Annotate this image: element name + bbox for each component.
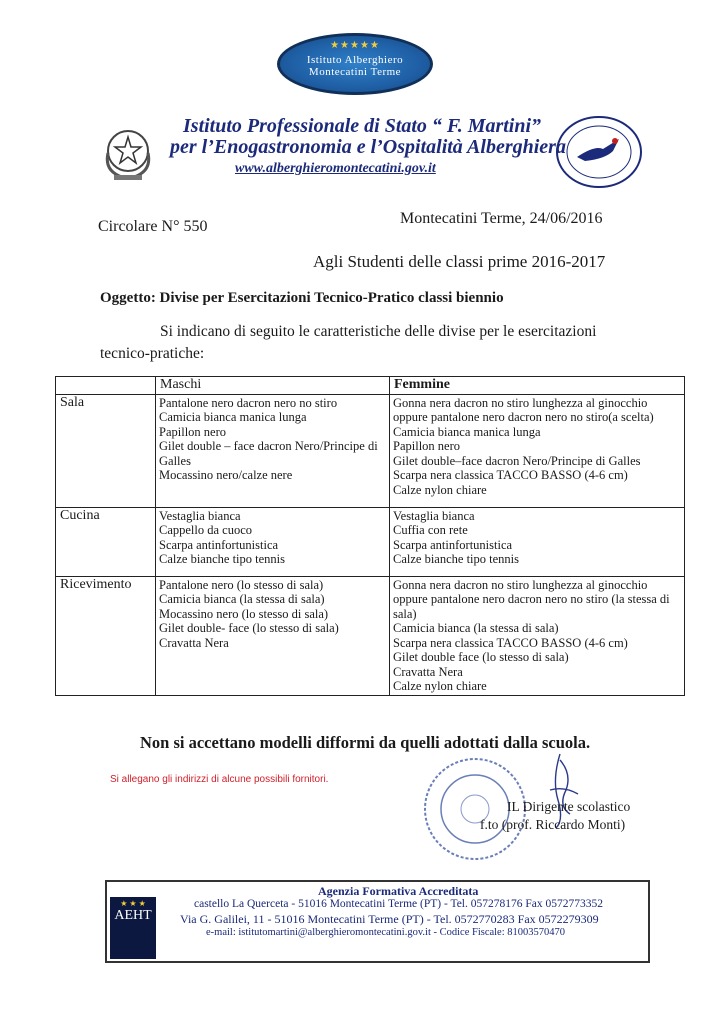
list-item: Vestaglia bianca: [159, 508, 241, 523]
uniforms-table: [55, 376, 685, 696]
list-item: Gilet double face (lo stesso di sala): [393, 650, 569, 664]
list-item: Calze nylon chiare: [393, 679, 487, 693]
list-item: Calze bianche tipo tennis: [393, 552, 520, 566]
badge-line1: Istituto Alberghiero: [306, 54, 404, 66]
list-item: Mocassino nero (lo stesso di sala): [159, 606, 329, 621]
list-item: Pantalone nero (lo stesso di sala): [159, 577, 324, 592]
header-male: Maschi: [156, 377, 390, 395]
category-cell: Ricevimento: [56, 576, 156, 695]
attachment-note: Si allegano gli indirizzi di alcune possibili fornitori.: [110, 774, 329, 785]
list-item: Pantalone nero dacron nero no stiro: [159, 395, 338, 410]
footer-address-line1: castello La Querceta - 51016 Montecatini Terme (PT) - Tel. 057278176 Fax 0572773352: [194, 898, 603, 910]
list-item: Gonna nera dacron no stiro lunghezza al ginocchio oppure pantalone nero dacron nero no stiro(a scelta): [393, 395, 654, 424]
aeht-logo-text: AEHT: [114, 908, 152, 923]
subject-line: Oggetto: Divise per Esercitazioni Tecnico-Pratico classi biennio: [100, 290, 504, 306]
intro-text-line2: tecnico-pratiche:: [100, 345, 205, 362]
list-item: Scarpa nera classica TACCO BASSO (4-6 cm): [393, 468, 628, 482]
list-item: Calze nylon chiare: [393, 482, 487, 497]
female-cell: [390, 507, 685, 576]
list-item: Gilet double – face dacron Nero/Principe di Galles: [159, 439, 378, 468]
table-row: [56, 576, 685, 695]
list-item: Camicia bianca (la stessa di sala): [393, 621, 559, 635]
table-header-row: [56, 377, 685, 395]
signatory-name: f.to (prof. Riccardo Monti): [480, 817, 626, 832]
table-row: [56, 507, 685, 576]
list-item: Papillon nero: [159, 424, 227, 439]
category-cell: Sala: [56, 394, 156, 507]
category-cell: Cucina: [56, 507, 156, 576]
school-website-link[interactable]: www.alberghieromontecatini.gov.it: [235, 161, 436, 176]
list-item: Vestaglia bianca: [393, 508, 475, 523]
notice-text: Non si accettano modelli difformi da quelli adottati dalla scuola.: [140, 733, 591, 752]
intro-text-line1: Si indicano di seguito le caratteristiche delle divise per le esercitazioni: [160, 323, 597, 340]
aeht-logo: [110, 897, 156, 959]
male-cell: [156, 576, 390, 695]
list-item: Cravatta Nera: [159, 635, 229, 650]
table-row: [56, 394, 685, 507]
list-item: Papillon nero: [393, 439, 461, 453]
place-date: Montecatini Terme, 24/06/2016: [400, 210, 603, 227]
list-item: Gilet double- face (lo stesso di sala): [159, 621, 339, 635]
list-item: Scarpa nera classica TACCO BASSO (4-6 cm): [393, 635, 628, 650]
footer-address-line2: Via G. Galilei, 11 - 51016 Montecatini Terme (PT) - Tel. 0572770283 Fax 0572279309: [180, 912, 599, 926]
badge-line2: Montecatini Terme: [308, 66, 402, 78]
footer-contact-line: e-mail: istitutomartini@alberghieromontecatini.gov.it - Codice Fiscale: 81003570470: [206, 927, 566, 938]
list-item: Scarpa antinfortunistica: [393, 537, 513, 552]
institute-name-line2: per l’Enogastronomia e l’Ospitalità Alberghiera: [170, 136, 566, 158]
list-item: Camicia bianca manica lunga: [393, 424, 541, 439]
school-badge-logo: [277, 33, 433, 95]
signatory-role: IL Dirigente scolastico: [507, 799, 631, 814]
female-cell: [390, 576, 685, 695]
male-cell: [156, 507, 390, 576]
list-item: Cuffia con rete: [393, 523, 468, 537]
header-female: Femmine: [390, 377, 685, 395]
republic-emblem-icon: [100, 125, 156, 183]
list-item: Mocassino nero/calze nere: [159, 468, 293, 482]
circular-number: Circolare N° 550: [98, 218, 208, 235]
list-item: Gilet double–face dacron Nero/Principe di Galles: [393, 453, 641, 468]
header-category: [56, 377, 156, 395]
list-item: Scarpa antinfortunistica: [159, 537, 279, 552]
female-cell: [390, 394, 685, 507]
list-item: Cravatta Nera: [393, 664, 463, 679]
male-cell: [156, 394, 390, 507]
list-item: Gonna nera dacron no stiro lunghezza al ginocchio oppure pantalone nero dacron nero no stiro (la stessa di sala): [393, 577, 670, 621]
list-item: Camicia bianca (la stessa di sala): [159, 592, 325, 606]
list-item: Cappello da cuoco: [159, 523, 253, 537]
badge-stars: ★★★★★: [330, 40, 380, 51]
list-item: Camicia bianca manica lunga: [159, 410, 307, 424]
list-item: Calze bianche tipo tennis: [159, 552, 286, 566]
aeht-stars-icon: ★ ★ ★: [120, 899, 146, 908]
recipients: Agli Studenti delle classi prime 2016-2017: [313, 252, 606, 271]
school-crest-icon: [555, 115, 643, 189]
footer-title: Agenzia Formativa Accreditata: [318, 884, 479, 898]
institute-name-line1: Istituto Professionale di Stato “ F. Martini”: [183, 115, 542, 137]
